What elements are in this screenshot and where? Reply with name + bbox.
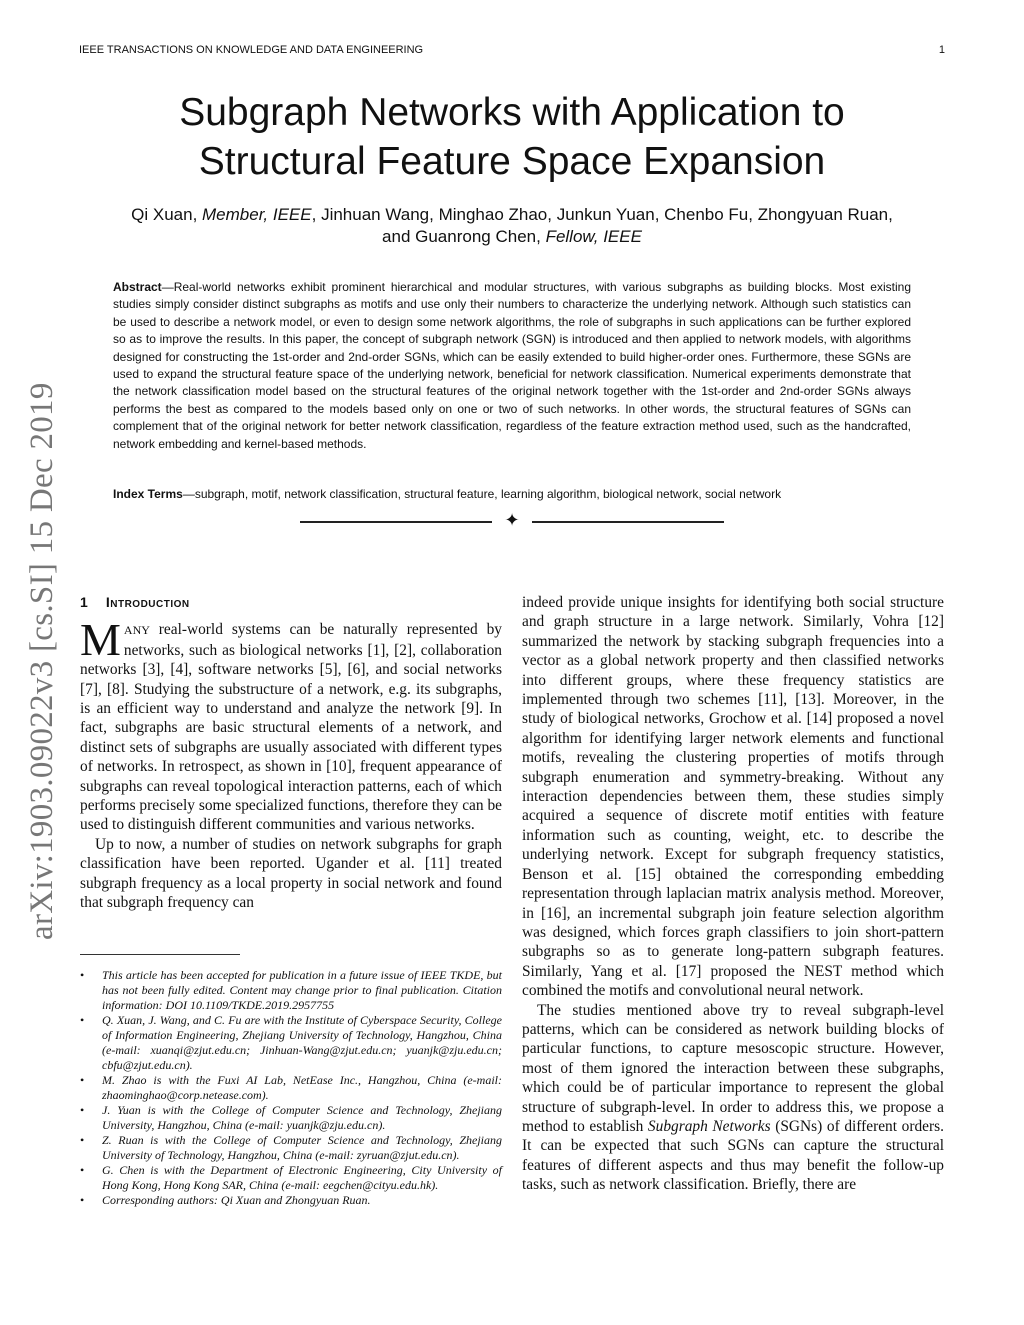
- index-terms-text: —subgraph, motif, network classification, structural feature, learning algorithm, biological network, social network: [182, 487, 782, 501]
- title-line-2: Structural Feature Space Expansion: [198, 140, 826, 183]
- footnote-item: • Corresponding authors: Qi Xuan and Zhongyuan Ruan.: [102, 1193, 502, 1208]
- abstract-label: Abstract: [113, 280, 162, 294]
- footnote-item: • G. Chen is with the Department of Electronic Engineering, City University of Hong Kong, Hong Kong SAR, China (e-mail: eegchen@cityu.edu.hk).: [102, 1163, 502, 1193]
- author-names: and Guanrong Chen,: [382, 227, 546, 246]
- intro-paragraph-2: Up to now, a number of studies on network subgraphs for graph classification have been reported. Ugander et al. [11] treated subgraph frequency as a local property in social network and found that subgraph frequency can: [80, 835, 502, 912]
- footnote-item: • Q. Xuan, J. Wang, and C. Fu are with the Institute of Cyberspace Security, College of Information Engineering, Zhejiang University of Technology, Hangzhou, China (e-mail: xuanqi@zjut.edu.cn; Jinhuan-Wang@zjut.edu.cn; yuanjk@zju.edu.cn; cbfu@zjut.edu.cn).: [102, 1013, 502, 1073]
- abstract-text: —Real-world networks exhibit prominent hierarchical and modular structures, with various subgraphs as building blocks. Most existing studies simply consider distinct subgraphs as motifs and use only their numbers to characterize the underlying network. Although such statistics can be used to describe a network model, or even to design some network algorithms, the role of subgraphs in such applications can be further explored so as to improve the results. In this paper, the concept of subgraph network (SGN) is introduced and then applied to network models, with algorithms designed for constructing the 1st-order and 2nd-order SGNs, which can be easily extended to build higher-order ones. Furthermore, these SGNs are used to expand the structural feature space of the underlying network, beneficial for network classification. Numerical experiments demonstrate that the network classification model based on the structural features of the original network together with the 1st-order and 2nd-order SGNs always performs the best as compared to the models based only on one or two of such networks. In other words, the structural features of SGNs can complement that of the original network for better network classification, regardless of the feature extraction method used, such as the handcrafted, network embedding and kernel-based methods.: [113, 280, 911, 451]
- abstract: [113, 279, 911, 453]
- section-number: 1: [80, 594, 89, 610]
- footnote-rule: [80, 954, 240, 955]
- index-terms: [113, 487, 911, 501]
- author-names: , Jinhuan Wang, Minghao Zhao, Junkun Yuan, Chenbo Fu, Zhongyuan Ruan,: [311, 205, 893, 224]
- paragraph-text: real-world systems can be naturally represented by networks, such as biological networks [1], [2], collaboration networks [3], [4], software networks [5], [6], and social networks [7], [8]. Studying the substructure of a network, e.g. its subgraphs, is an efficient way to understand and analyze the network [9]. In fact, subgraphs are basic structural elements of a network, and distinct sets of subgraphs are usually associated with different types of networks. In retrospect, as shown in [10], frequent appearance of subgraphs can reveal topological interaction patterns, each of which performs precisely some specialized functions, therefore they can be used to distinguish different communities and various networks.: [80, 621, 502, 834]
- footnotes: [80, 968, 502, 1208]
- intro-paragraph-3: indeed provide unique insights for identifying both social structure and graph structure in a large network. Similarly, Vohra [12] summarized the network by stacking subgraph frequencies into a vector as a global network property and then classified networks into different groups, where these frequency statistics are implemented through two schemes [11], [13]. Moreover, in the study of biological networks, Grochow et al. [14] proposed a novel algorithm for identifying larger network elements and functional motifs, revealing the clustering properties of motifs through subgraph enumeration and symmetry-breaking. Without any interaction dependencies between them, these studies simply acquired a sequence of discrete motif entities with feature information such as counting, weight, etc. to describe the underlying network. Except for subgraph frequency statistics, Benson et al. [15] obtained the corresponding embedding representation through laplacian matrix analysis method. Moreover, in [16], an incremental subgraph join feature selection algorithm was designed, which forces graph classifiers to join short-pattern subgraphs so as to generate long-pattern subgraph features. Similarly, Yang et al. [17] proposed the NEST method which combined the motifs and convolutional neural network.: [522, 594, 944, 1000]
- paragraph-text: (SGNs) of different orders. It can be expected that such SGNs can capture the structural features of different aspects and thus may benefit the follow-up tasks, such as network classification. Briefly, there are: [522, 1117, 944, 1194]
- paragraph-text: The studies mentioned above try to reveal subgraph-level patterns, which can be considered as network building blocks of particular functions, to capture mesoscopic structure. However, most of them ignored the interaction between these subgraphs, which could be of particular importance to represent the global structure of subgraph-level. In order to address this, we propose a method to establish: [522, 1001, 944, 1135]
- author-role: Fellow, IEEE: [545, 227, 642, 246]
- diamond-star-icon: ✦: [504, 510, 520, 531]
- index-terms-label: Index Terms: [113, 487, 183, 501]
- drop-cap: M: [80, 614, 121, 666]
- running-header: [79, 44, 945, 56]
- first-word: ANY: [123, 623, 150, 638]
- author-role: Member, IEEE: [202, 205, 312, 224]
- intro-paragraph-4: [522, 1001, 944, 1195]
- author-name: Qi Xuan,: [131, 205, 203, 224]
- right-column: [522, 593, 944, 1195]
- divider-line: [300, 521, 492, 523]
- section-title: Introduction: [105, 594, 190, 610]
- intro-paragraph-1: [80, 614, 502, 834]
- section-heading: [80, 593, 502, 612]
- left-column: [80, 593, 502, 913]
- journal-name: IEEE TRANSACTIONS ON KNOWLEDGE AND DATA ENGINEERING: [79, 44, 424, 56]
- divider-line: [532, 521, 724, 523]
- footnote-item: • J. Yuan is with the College of Computer Science and Technology, Zhejiang University, Hangzhou, China (e-mail: yuanjk@zju.edu.cn).: [102, 1103, 502, 1133]
- footnote-item: • Z. Ruan is with the College of Computer Science and Technology, Zhejiang University of Technology, Hangzhou, China (e-mail: zyruan@zjut.edu.cn).: [102, 1133, 502, 1163]
- page-number: 1: [938, 44, 945, 56]
- emphasis-term: Subgraph Networks: [647, 1117, 771, 1135]
- arxiv-stamp: arXiv:1903.09022v3 [cs.SI] 15 Dec 2019: [24, 382, 60, 940]
- title-line-1: Subgraph Networks with Application to: [179, 91, 845, 134]
- footnote-item: • This article has been accepted for publication in a future issue of IEEE TKDE, but has not been fully edited. Content may change prior to final publication. Citation information: DOI 10.1109/TKDE.2019.2957755: [102, 968, 502, 1013]
- paper-title: [0, 88, 1024, 186]
- footnote-item: • M. Zhao is with the Fuxi AI Lab, NetEase Inc., Hangzhou, China (e-mail: zhaominghao@corp.netease.com).: [102, 1073, 502, 1103]
- section-divider: [300, 510, 724, 534]
- author-list: [60, 204, 964, 248]
